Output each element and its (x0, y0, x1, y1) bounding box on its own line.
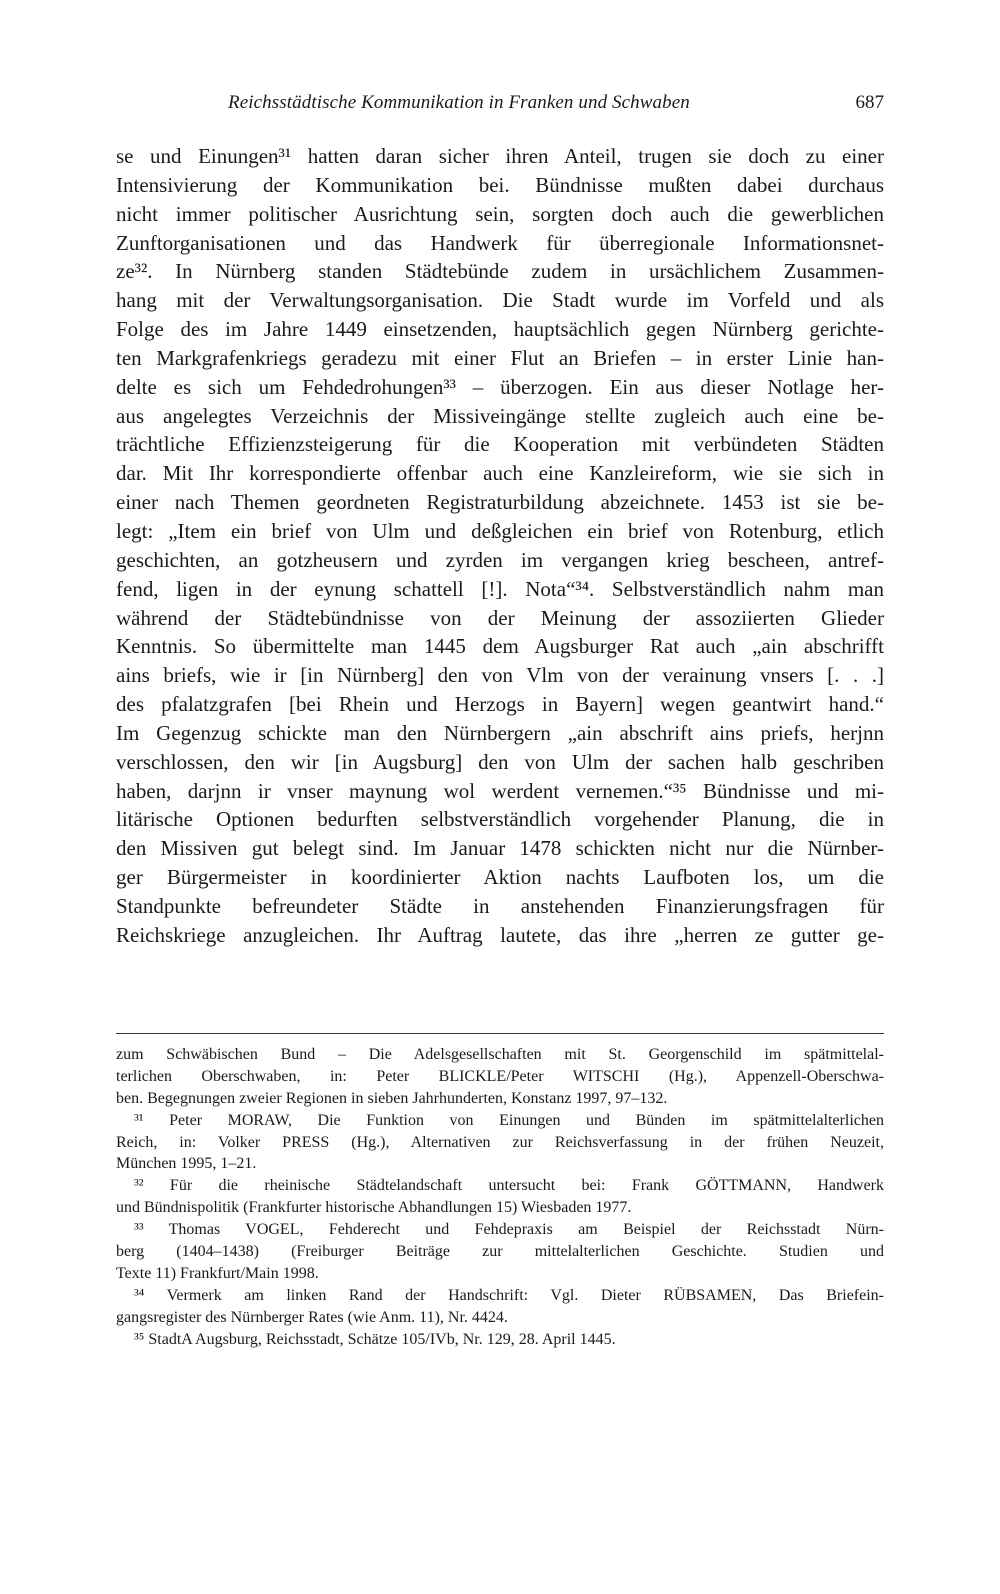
running-header (116, 92, 884, 122)
text-line: des pfalatzgrafen [bei Rhein und Herzogs in Bayern] wegen geantwirt hand.“ (116, 692, 884, 717)
text-line: einer nach Themen geordneten Registraturbildung abzeichnete. 1453 ist sie be- (116, 490, 884, 515)
text-line: Im Gegenzug schickte man den Nürnbergern „ain abschrift ains priefs, herjnn (116, 720, 884, 745)
footnote-34: ³⁴ Vermerk am linken Rand der Handschrift: Vgl. Dieter RÜBSAMEN, Das Briefein- (134, 1286, 884, 1304)
text-line: ze³². In Nürnberg standen Städtebünde zudem in ursächlichem Zusammen- (116, 259, 884, 284)
text-line: litärische Optionen bedurften selbstverständlich vorgehender Planung, die in (116, 807, 884, 832)
footnote-line: berg (1404–1438) (Freiburger Beiträge zur mittelalterlichen Geschichte. Studien und (116, 1243, 884, 1261)
text-line: Standpunkte befreundeter Städte in anstehenden Finanzierungsfragen für (116, 893, 884, 918)
text-line: ains briefs, wie ir [in Nürnberg] den von Vlm von der verainung vnsers [. . .] (116, 663, 884, 688)
text-line: während der Städtebündnisse von der Meinung der assoziierten Glieder (116, 605, 884, 630)
text-line: geschichten, an gotzheusern und zyrden im vergangen krieg bescheen, antref- (116, 547, 884, 572)
main-text (116, 142, 884, 950)
footnote-line: München 1995, 1–21. (116, 1155, 257, 1173)
footnote-line: terlichen Oberschwaben, in: Peter BLICKLE/Peter WITSCHI (Hg.), Appenzell-Oberschwa- (116, 1067, 884, 1085)
footnote-line: und Bündnispolitik (Frankfurter historische Abhandlungen 15) Wiesbaden 1977. (116, 1199, 632, 1217)
footnote-line: gangsregister des Nürnberger Rates (wie Anm. 11), Nr. 4424. (116, 1308, 508, 1326)
text-line: legt: „Item ein brief von Ulm und deßgleichen ein brief von Rotenburg, etlich (116, 518, 884, 543)
footnote-35: ³⁵ StadtA Augsburg, Reichsstadt, Schätze 105/IVb, Nr. 129, 28. April 1445. (134, 1330, 616, 1348)
footnote-line: Texte 11) Frankfurt/Main 1998. (116, 1264, 319, 1282)
text-line: se und Einungen³¹ hatten daran sicher ihren Anteil, trugen sie doch zu einer (116, 144, 884, 168)
text-line: ten Markgrafenkriegs geradezu mit einer Flut an Briefen – in erster Linie han- (116, 345, 884, 370)
text-line: haben, darjnn ir vnser maynung wol werdent vernemen.“³⁵ Bündnisse und mi- (116, 778, 884, 803)
footnote-32: ³² Für die rheinische Städtelandschaft untersucht bei: Frank GÖTTMANN, Handwerk (134, 1177, 884, 1195)
page-number: 687 (855, 92, 884, 113)
text-line: nicht immer politischer Ausrichtung sein, sorgten doch auch die gewerblichen (116, 201, 884, 226)
text-line: aus angelegtes Verzeichnis der Missiveingänge stellte zugleich auch eine be- (116, 403, 884, 428)
footnote-separator (116, 1033, 884, 1034)
text-line: den Missiven gut belegt sind. Im Januar 1478 schickten nicht nur die Nürnber- (116, 836, 884, 861)
text-line: delte es sich um Fehdedrohungen³³ – überzogen. Ein aus dieser Notlage her- (116, 374, 884, 399)
text-line: fend, ligen in der eynung schattell [!]. Nota“³⁴. Selbstverständlich nahm man (116, 576, 884, 601)
footnote-line: ben. Begegnungen zweier Regionen in sieben Jahrhunderten, Konstanz 1997, 97–132. (116, 1089, 668, 1107)
footnote-33: ³³ Thomas VOGEL, Fehderecht und Fehdepraxis am Beispiel der Reichsstadt Nürn- (134, 1221, 884, 1239)
text-line: trächtliche Effizienzsteigerung für die Kooperation mit verbündeten Städten (116, 432, 884, 457)
running-title: Reichsstädtische Kommunikation in Franken und Schwaben (228, 92, 690, 113)
footnote-31: ³¹ Peter MORAW, Die Funktion von Einungen und Bünden im spätmittelalterlichen (134, 1111, 884, 1129)
text-line: verschlossen, den wir [in Augsburg] den von Ulm der sachen halb geschriben (116, 749, 884, 774)
footnote-line: Reich, in: Volker PRESS (Hg.), Alternativen zur Reichsverfassung in der frühen Neuzeit, (116, 1133, 884, 1151)
text-line: hang mit der Verwaltungsorganisation. Die Stadt wurde im Vorfeld und als (116, 288, 884, 313)
text-line: Intensivierung der Kommunikation bei. Bündnisse mußten dabei durchaus (116, 172, 884, 197)
text-line: dar. Mit Ihr korrespondierte offenbar auch eine Kanzleireform, wie sie sich in (116, 461, 884, 486)
text-line: ger Bürgermeister in koordinierter Aktion nachts Laufboten los, um die (116, 865, 884, 890)
text-line: Zunftorganisationen und das Handwerk für überregionale Informationsnet- (116, 230, 884, 255)
text-line: Reichskriege anzugleichen. Ihr Auftrag lautete, das ihre „herren ze gutter ge- (116, 922, 884, 947)
text-line: Kenntnis. So übermittelte man 1445 dem Augsburger Rat auch „ain abschrifft (116, 634, 884, 659)
text-line: Folge des im Jahre 1449 einsetzenden, hauptsächlich gegen Nürnberg gerichte- (116, 317, 884, 342)
footnote-line: zum Schwäbischen Bund – Die Adelsgesellschaften mit St. Georgenschild im spätmittelal- (116, 1046, 884, 1063)
footnotes (116, 1044, 884, 1350)
